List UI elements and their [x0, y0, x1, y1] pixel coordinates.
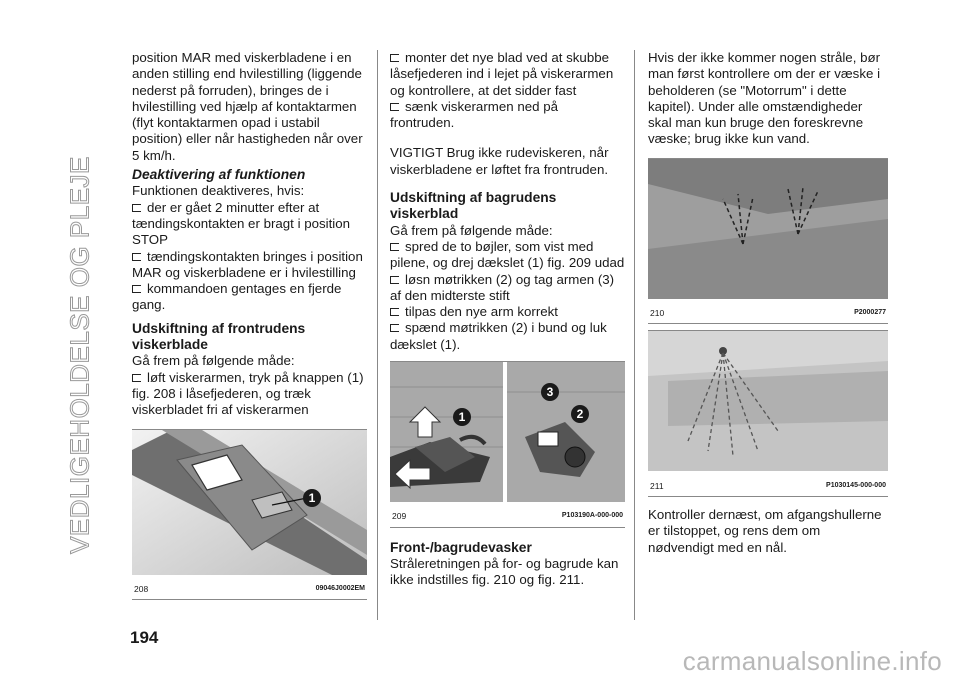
bullet-item: løft viskerarmen, tryk på knappen (1) fig. 208 i låsefjederen, og træk viskerbladet fri af viskerarmen	[132, 369, 364, 418]
figure-caption	[648, 303, 888, 323]
column-divider	[377, 50, 378, 620]
figure-211	[648, 330, 888, 497]
bullet-item: løsn møtrikken (2) og tag armen (3) af den midterste stift	[390, 271, 615, 303]
column-divider	[634, 50, 635, 620]
page-number: 194	[130, 628, 159, 647]
callout-2: 2	[576, 407, 584, 422]
figure-caption	[648, 476, 888, 496]
bullet-item: tændingskontakten bringes i position MAR og viskerbladene er i hvilestilling	[132, 248, 363, 280]
bullet-item: der er gået 2 minutter efter at tændingskontakten er bragt i position STOP	[132, 199, 351, 248]
figure-209	[390, 361, 625, 528]
column-2	[390, 50, 625, 589]
callout-1: 1	[308, 490, 316, 505]
bullet-icon	[390, 103, 399, 111]
bullet-icon	[132, 253, 141, 261]
bullet-item: spænd møtrikken (2) i bund og luk dækslet (1).	[390, 320, 607, 352]
callout-1: 1	[458, 410, 466, 425]
section-heading: Udskiftning af bagrudens viskerblad	[390, 190, 557, 222]
figure-code: P1030145-000-000	[826, 481, 886, 489]
bullet-icon	[390, 243, 399, 251]
bullet-item: spred de to bøjler, som vist med pilene, og drej dækslet (1) fig. 209 udad	[390, 238, 625, 271]
bullet-icon	[132, 374, 141, 382]
paragraph: Gå frem på følgende måde:	[390, 222, 553, 238]
figure-number: 208	[134, 583, 149, 594]
wiper-blade-illustration	[132, 430, 367, 575]
rear-wiper-illustration	[390, 362, 625, 502]
rear-washer-illustration	[648, 331, 888, 471]
bullet-item: tilpas den nye arm korrekt	[390, 304, 625, 320]
section-heading: Deaktivering af funktionen	[132, 167, 306, 183]
bullet-item: kommandoen gentages en fjerde gang.	[132, 281, 342, 313]
figure-number: 211	[650, 480, 664, 491]
watermark: carmanualsonline.info	[682, 646, 942, 676]
section-heading: Udskiftning af frontrudens viskerblade	[132, 320, 306, 353]
bullet-icon	[132, 204, 141, 212]
figure-number: 209	[392, 511, 407, 522]
figure-code: P2000277	[854, 309, 886, 317]
bullet-item: sænk viskerarmen ned på frontruden.	[390, 98, 558, 131]
figure-208	[132, 429, 367, 601]
callout-3: 3	[546, 385, 554, 400]
figure-caption	[390, 506, 625, 526]
figure-210	[648, 158, 888, 325]
paragraph: Hvis der ikke kommer nogen stråle, bør man først kontrollere om der er væske i beholderen (se "Motorrum" i dette kapitel). Under alle omstændigheder skal man kun bruge den foreskrevne væske; brug ikke kun vand.	[648, 50, 881, 147]
bullet-icon	[390, 324, 399, 332]
paragraph: Funktionen deaktiveres, hvis:	[132, 183, 305, 199]
bullet-icon	[390, 54, 399, 62]
paragraph: Gå frem på følgende måde:	[132, 353, 295, 369]
figure-code: P103190A-000-000	[561, 512, 623, 520]
bullet-icon	[390, 308, 399, 316]
figure-number: 210	[650, 308, 665, 319]
section-heading: Front-/bagrudevasker	[390, 539, 532, 555]
column-3	[648, 50, 888, 556]
bullet-item: monter det nye blad ved at skubbe låsefjederen ind i lejet på viskerarmen og kontrollere, at det sidder fast	[390, 50, 614, 98]
bullet-icon	[132, 285, 141, 293]
figure-code: 09046J0002EM	[315, 584, 365, 592]
chapter-title-text: VEDLIGEHOLDELSE OG PLEJE	[64, 156, 95, 554]
paragraph: position MAR med viskerbladene i en anden stilling end hvilestilling (liggende nederst på forruden), bringes de i hvilestilling ved hjælp af kontaktarmen (flyt kontaktarmen opad i ustabil position) eller når hastigheden når over 5 km/h.	[132, 50, 363, 163]
bullet-icon	[390, 276, 399, 284]
paragraph: Kontroller dernæst, om afgangshullerne er tilstoppet, og rens dem om nødvendigt med en nål.	[648, 506, 882, 555]
column-1	[132, 50, 367, 600]
front-washer-illustration	[648, 159, 888, 299]
figure-caption	[132, 579, 367, 599]
paragraph: Stråleretningen på for- og bagrude kan ikke indstilles fig. 210 og fig. 211.	[390, 555, 619, 588]
warning-paragraph: VIGTIGT Brug ikke rudeviskeren, når viskerbladene er løftet fra frontruden.	[390, 145, 609, 177]
